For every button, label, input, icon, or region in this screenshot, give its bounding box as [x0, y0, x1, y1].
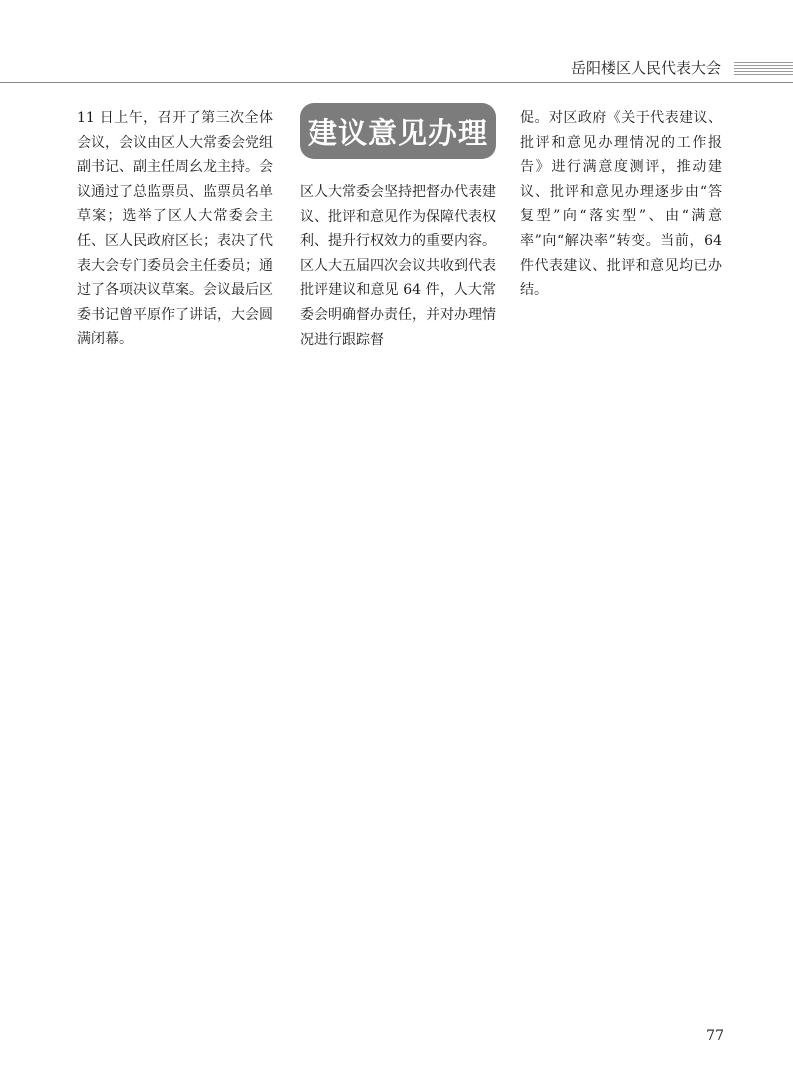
column-middle-text: 区人大常委会坚持把督办代表建议、批评和意见作为保障代表权利、提升行权效力的重要内容。区人大五届四次会议共收到代表批评建议和意见 64 件，人大常委会明确督办责任，并对办理情况进行跟踪督 [300, 184, 496, 348]
header-rule [0, 82, 793, 83]
column-left-text: 11 日上午，召开了第三次全体会议，会议由区人大常委会党组副书记、副主任周幺龙主持。会议通过了总监票员、监票员名单草案；选举了区人大常委会主任、区人民政府区长；表决了代表大会专门委员会主任委员；通过了各项决议草案。会议最后区委书记曾平原作了讲话，大会圆满闭幕。 [77, 110, 273, 348]
section-heading [300, 103, 496, 159]
running-header-title: 岳阳楼区人民代表大会 [570, 59, 721, 77]
column-right-text: 促。对区政府《关于代表建议、批评和意见办理情况的工作报告》进行满意度测评，推动建议、批评和意见办理逐步由“答复型”向“落实型”、由“满意率”向“解决率”转变。当前，64 件代表建议、批评和意见均已办结。 [520, 110, 722, 299]
header-decoration-lines [734, 62, 793, 76]
section-heading-text: 建议意见办理 [307, 115, 488, 150]
page-number: 77 [706, 1028, 724, 1044]
